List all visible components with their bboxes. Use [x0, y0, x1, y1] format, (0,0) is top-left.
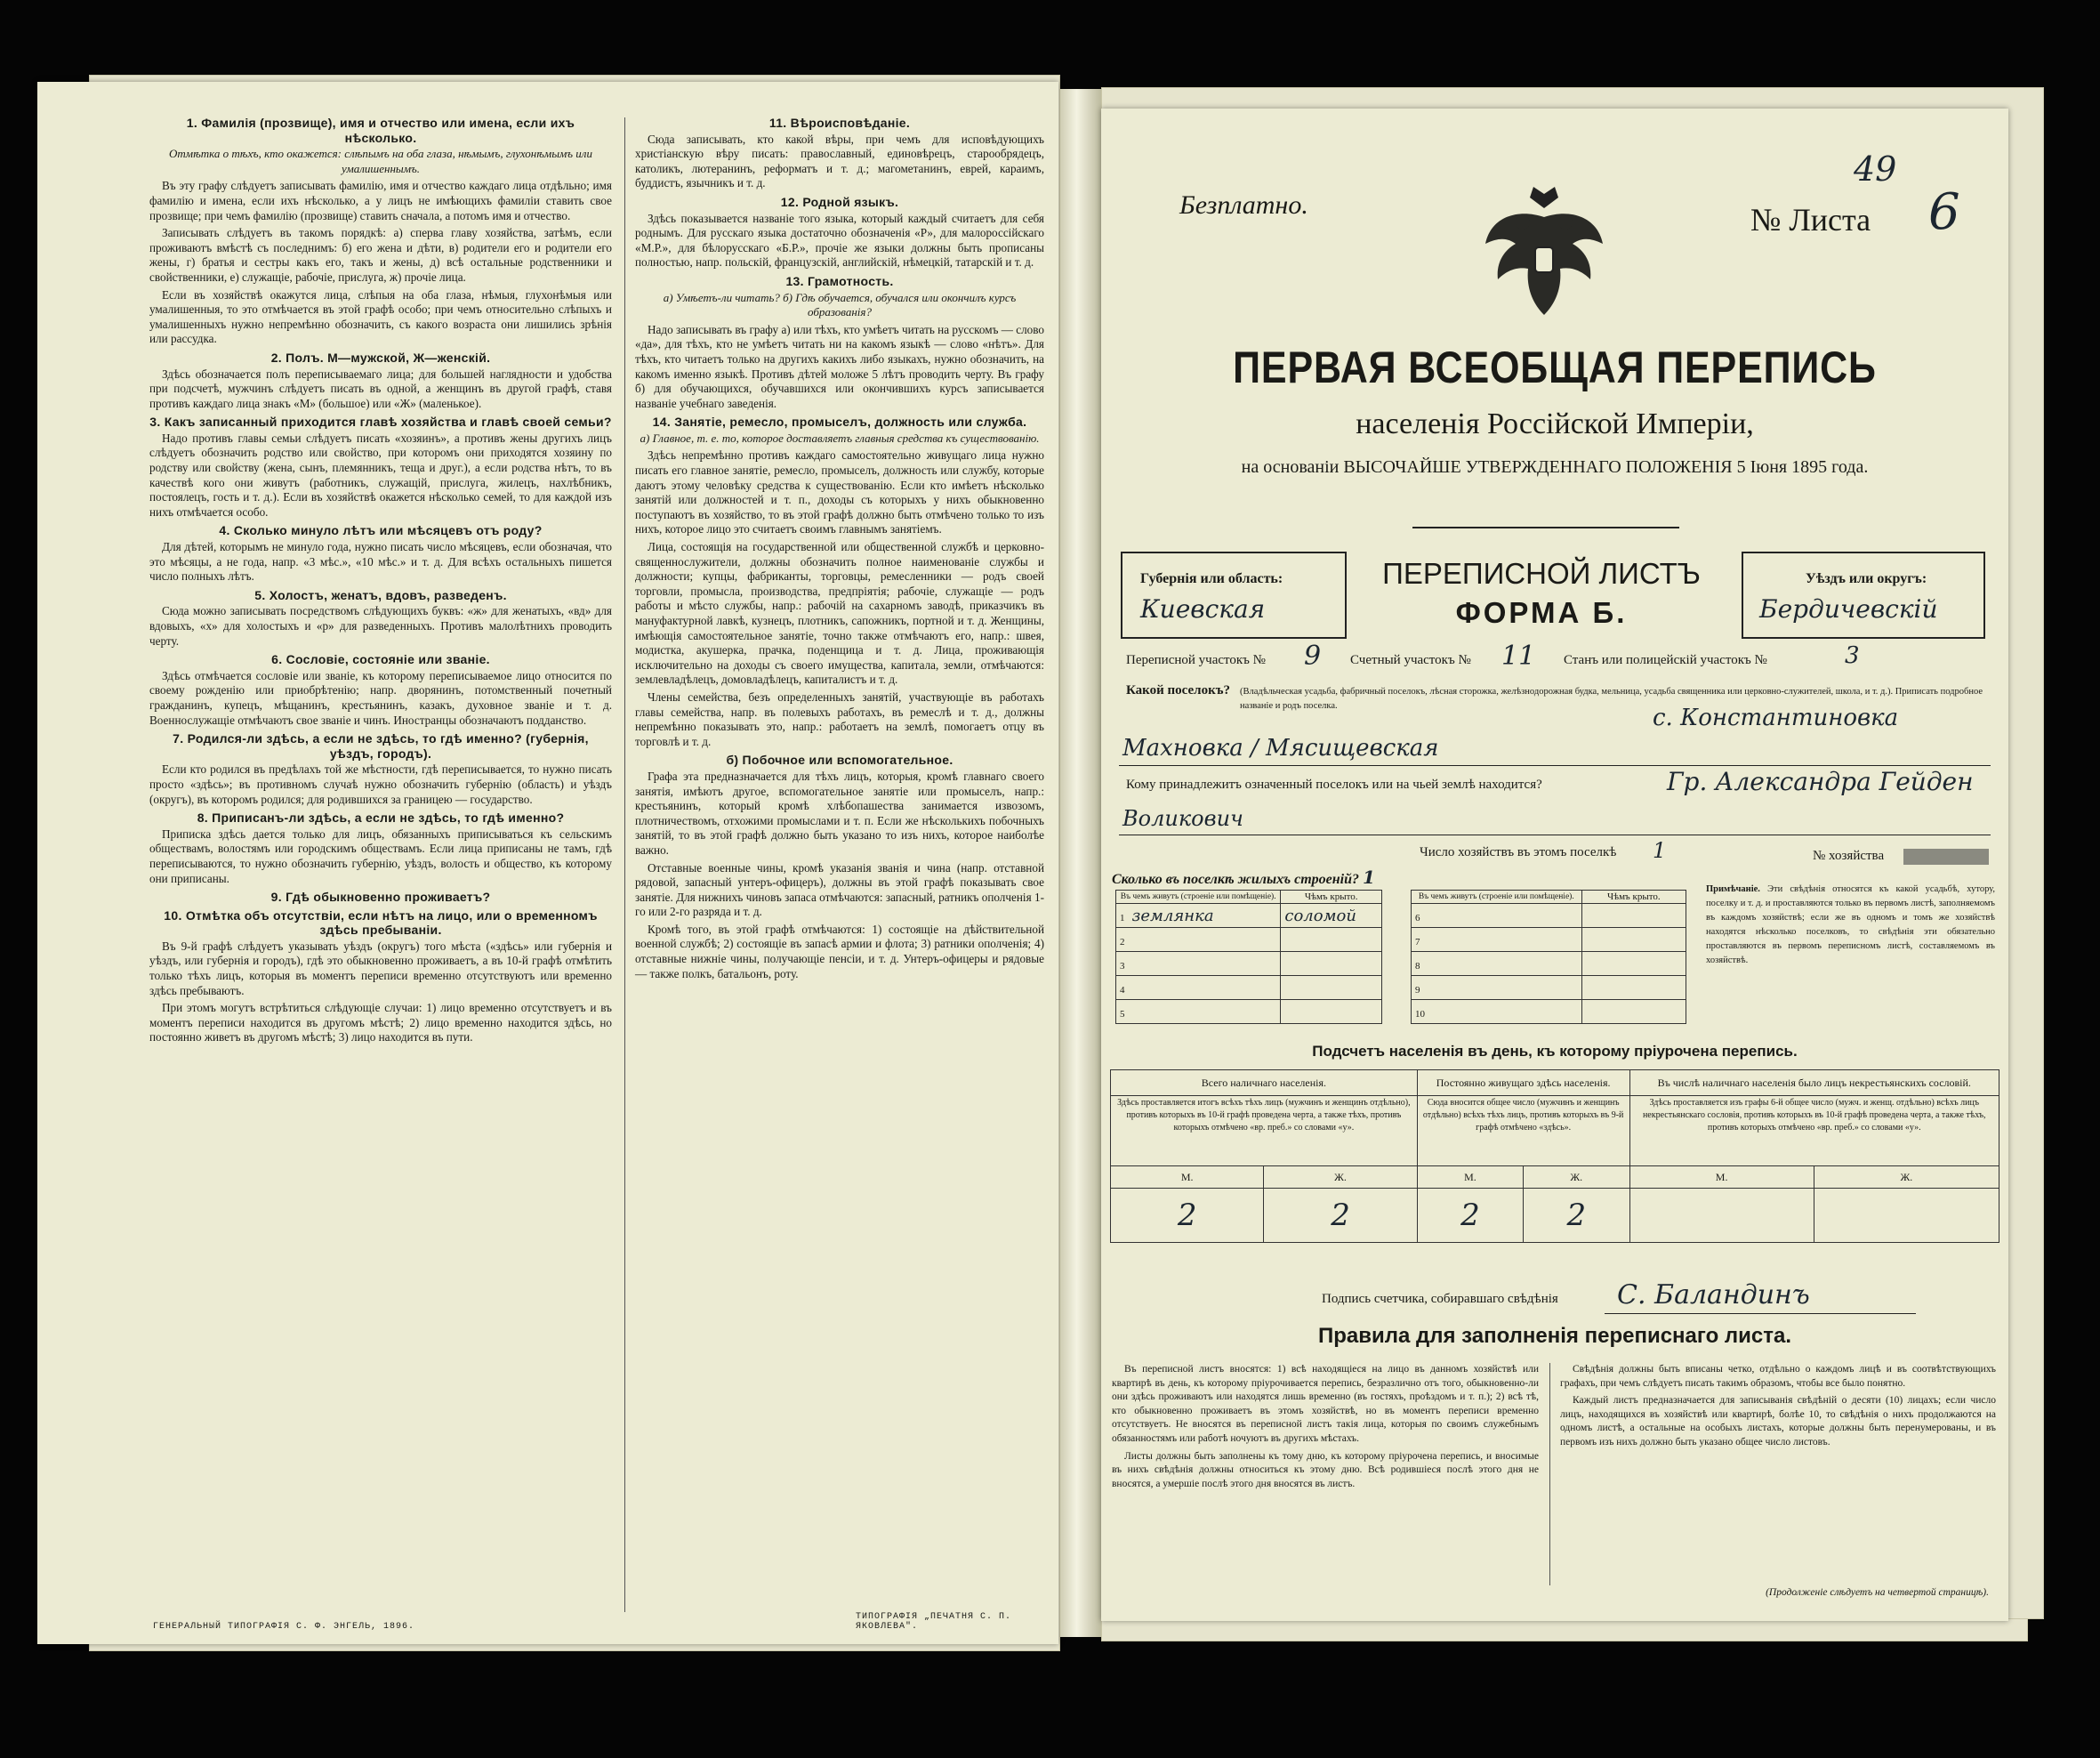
count-column-head: Всего наличнаго населенія.	[1111, 1070, 1418, 1096]
instruction-heading: 13. Грамотность.	[785, 273, 894, 288]
dwelling-cell-roof	[1281, 904, 1382, 928]
dwelling-row-number: 5	[1120, 1008, 1125, 1020]
dwelling-header-roof: Чѣмъ крыто.	[1581, 891, 1686, 904]
province-label: Губернія или область:	[1140, 571, 1283, 586]
dwelling-cell-what	[1412, 952, 1582, 976]
dwelling-cell-roof	[1281, 1000, 1382, 1024]
instruction-heading: 9. Гдѣ обыкновенно проживаетъ?	[270, 890, 491, 905]
dwelling-cell-what	[1116, 952, 1281, 976]
dwelling-table-6-10	[1411, 890, 1686, 1024]
dwelling-row-number: 9	[1415, 984, 1420, 996]
instruction-heading: 3. Какъ записанный приходится главѣ хозяйства и главѣ своей семьи?	[149, 415, 612, 430]
rules-paragraph-1: Въ переписной листъ вносятся: 1) всѣ находящіеся на лицо въ данномъ хозяйствѣ или квартирѣ въ день, къ которому пріурочивается перепись, безразлично отъ того, обыкновенно-ли они здѣсь проживаютъ или находятся лишь временно (въ гостяхъ, проѣздомъ и т. п.); 2) всѣ тѣ, кто обыкновенно проживаетъ въ этомъ хозяйствѣ, но въ моментъ переписи временно отсутствуетъ. Не вносятся въ переписной листъ такія лица, которыя по своимъ служебнымъ обязанностямъ или работѣ ночуютъ въ другихъ мѣстахъ.	[1112, 1364, 1539, 1444]
rules-divider	[1549, 1363, 1550, 1585]
form-title-2: ФОРМА Б.	[1455, 596, 1628, 629]
province-value: Киевская	[1140, 594, 1266, 624]
instructions-column-1	[149, 112, 612, 1048]
count-value-cell	[1264, 1189, 1417, 1243]
count-value-cell	[1629, 1189, 1814, 1243]
dwelling-row-number: 2	[1120, 936, 1125, 948]
rules-column-2	[1560, 1363, 1996, 1450]
count-value-cell	[1417, 1189, 1523, 1243]
signature-rule	[1605, 1313, 1916, 1314]
instruction-heading: 4. Сколько минуло лѣтъ или мѣсяцевъ отъ роду?	[219, 523, 543, 538]
dwelling-row	[1412, 976, 1686, 1000]
census-section-value: 9	[1304, 641, 1322, 672]
dwelling-cell-what	[1412, 904, 1582, 928]
dwelling-cell-roof	[1581, 952, 1686, 976]
count-value-cell	[1111, 1189, 1264, 1243]
count-column-description: Здѣсь проставляется итогъ всѣхъ тѣхъ лицъ (мужчинъ и женщинъ отдѣльно), противъ которыхъ въ 10-й графѣ проведена черта, а также тѣхъ, противъ которыхъ отмѣчено «вр. преб.» со словами «у».	[1111, 1096, 1418, 1166]
rules-paragraph-2: Листы должны быть заполнены къ тому дню, къ которому пріурочена перепись, и вносимые въ нихъ свѣдѣнія должны относиться къ этому дню. Всѣ родившіеся послѣ этого дня не вносятся, а умершіе послѣ этого дня вносятся въ листъ.	[1112, 1450, 1539, 1489]
instruction-paragraph: Приписка здѣсь дается только для лицъ, обязанныхъ приписываться къ сельскимъ обществамъ, волостямъ или городскимъ обществамъ. Если лица приписаны не тамъ, гдѣ переписываются, то нужно обозначить губернію, уѣздъ, волость и общество, къ которому они приписаны.	[149, 827, 612, 885]
settlement-hint: (Владѣльческая усадьба, фабричный поселокъ, лѣсная сторожка, желѣзнодорожная будка, мельница, усадьба священника или церковно-служителей, школа, и т. д.). Приписать подробное названіе и родъ поселка.	[1240, 687, 1983, 711]
count-head-row	[1111, 1070, 1999, 1096]
dwelling-row	[1412, 952, 1686, 976]
stan-label: Станъ или полицейскій участокъ №	[1564, 653, 1767, 667]
instruction-paragraph: Кромѣ того, въ этой графѣ отмѣчаются: 1) состоящіе на дѣйствительной военной службѣ; 2) состоящіе въ запасѣ армии и флота; 3) ратники ополченія; 4) отставные нижніе чины, получающіе пенсіи, и т. д. Унтеръ-офицеры и рядовые — также полкъ, батальонъ, роту.	[635, 922, 1044, 980]
household-number-box	[1903, 849, 1989, 865]
household-number-label: № хозяйства	[1813, 849, 1885, 863]
instruction-paragraph: Надо записывать въ графу а) или тѣхъ, кто умѣетъ читать на русскомъ — слово «да», для тѣхъ, кто не умѣетъ читать ни на какомъ языкѣ — слово «нѣтъ». Для тѣхъ, кто читаетъ только на другихъ какихъ либо языкахъ, нужно обозначить, на какомъ именно языкѣ. Противъ дѣтей моложе 5 лѣтъ проводить черту. Въ графу б) для обучающихся, обучавшихся или окончившихъ курсъ записывается названіе учебнаго заведенія.	[635, 322, 1044, 410]
dwelling-cell-roof	[1581, 976, 1686, 1000]
instruction-paragraph: Въ 9-й графѣ слѣдуетъ указывать уѣздъ (округъ) того мѣста («здѣсь» или губернія и уѣздъ, или губернія и городъ), гдѣ это обыкновенно проживаетъ, а въ 10-й графѣ отмѣтить только тѣхъ лицъ, которыя въ моментъ переписи временно отсутствуютъ или временно здѣсь пребываютъ.	[149, 939, 612, 997]
instruction-paragraph: Въ эту графу слѣдуетъ записывать фамилію, имя и отчество каждаго лица отдѣльно; имя фамилію и имена, если ихъ нѣсколько, а у лицъ не имѣющихъ фамиліи ставить свое прозвище; при чемъ фамилію (прозвище) ставить сначала, а потомъ имя и отчество.	[149, 179, 612, 222]
dwelling-row	[1116, 904, 1382, 928]
instruction-heading: 2. Полъ. М—мужской, Ж—женскій.	[270, 350, 491, 365]
signature-value: С. Баландинъ	[1617, 1279, 1810, 1310]
rules-paragraph-4: Каждый листъ предназначается для записыванія свѣдѣній о десяти (10) лицахъ; если число лицъ, находящихся въ хозяйствѣ или квартирѣ, болѣе 10, то свѣдѣнія о нихъ продолжаются на одномъ листѣ, а остальные на особыхъ листахъ, которые должны быть перенумерованы, и въ первомъ изъ нихъ должно быть указано общее число листовъ.	[1560, 1395, 1996, 1448]
count-section-label: Счетный участокъ №	[1350, 653, 1471, 667]
settlement-rule	[1119, 765, 1991, 766]
count-column-description: Здѣсь проставляется изъ графы 6-й общее число (мужч. и женщ. отдѣльно) всѣхъ лицъ некрестьянскаго сословія, противъ которыхъ въ 10-й графѣ проведена черта, а также тѣхъ, противъ которыхъ отмѣчено «вр. преб.» со словами «у».	[1629, 1096, 1999, 1166]
rules-column-1	[1112, 1363, 1539, 1491]
dwelling-cell-roof	[1281, 928, 1382, 952]
dwelling-roof-value: соломой	[1284, 906, 1356, 925]
dwelling-row	[1116, 1000, 1382, 1024]
dwelling-row	[1412, 1000, 1686, 1024]
dwelling-cell-roof	[1281, 976, 1382, 1000]
instruction-paragraph: Для дѣтей, которымъ не минуло года, нужно писать число мѣсяцевъ, если обозначая, что это мѣсяцы, а не года, напр. «3 мѣс.», «10 мѣс.» и т. д. Для всѣхъ остальныхъ пишется число полныхъ лѣтъ.	[149, 540, 612, 584]
instruction-paragraph: Записывать слѣдуетъ въ такомъ порядкѣ: а) сперва главу хозяйства, затѣмъ, если проживаютъ вмѣстѣ съ последнимъ: б) его жена и дѣти, в) родители его и родители его жены, г) братья и сестры какъ его, такъ и жены, д) всѣ остальные родственники и свойственники, е) служащіе, рабочіе, прислуга, ж) прочіе лица.	[149, 226, 612, 284]
count-male-header: М.	[1629, 1166, 1814, 1189]
stan-value: 3	[1845, 642, 1860, 669]
dwelling-cell-roof	[1281, 952, 1382, 976]
instruction-heading: 11. Вѣроисповѣданіе.	[768, 116, 911, 130]
count-male-header: М.	[1111, 1166, 1264, 1189]
instruction-paragraph: Здѣсь показывается названіе того языка, который каждый считаетъ для себя роднымъ. Для русскаго языка достаточно обозначенія «Р», для малороссійскаго «М.Р.», для бѣлорусскаго «Б.Р.», прочіе же языки должны быть прописаны полностью, напр. польскій, французскій, английскій, нѣмецкій, татарскій и т. д.	[635, 211, 1044, 270]
instruction-paragraph: Сюда записывать, кто какой вѣры, при чемъ для исповѣдующихъ христіанскую вѣру писать: православный, единовѣрецъ, старообрядецъ, католикъ, лютеранинъ, реформатъ и т. д.; магометанинъ, еврей, караимъ, буддистъ, язычникъ и т. д.	[635, 132, 1044, 190]
count-female-header: Ж.	[1264, 1166, 1417, 1189]
imperial-eagle-emblem	[1482, 181, 1606, 324]
instruction-paragraph: Члены семейства, безъ определенныхъ занятій, участвующіе въ работахъ главы семейства, напр. въ полевыхъ работахъ, въ ремеслѣ и т. д., должны непремѣнно показывать это, напр.: работаетъ на землѣ, помогаетъ отцу въ торговлѣ и т. д.	[635, 689, 1044, 748]
dwelling-row-number: 3	[1120, 960, 1125, 972]
count-value-cell	[1524, 1189, 1629, 1243]
dwelling-row-number: 4	[1120, 984, 1125, 996]
instruction-paragraph: Лица, состоящія на государственной или общественной службѣ и церковно-священнослужители, должны обозначить полное наименованіе службы и должности; купцы, фабриканты, торговцы, ремесленники — родъ своей торговли, промысла, производства, предпріятія; рабочіе, служащіе — родъ работы и мѣсто службы, напр.: рабочій на сахарномъ заводѣ, приказчикъ въ мануфактурной лавкѣ, кузнецъ, плотникъ, сапожникъ, портной и т. д. Женщины, имѣющія самостоятельное занятіе, точно также отмѣчаютъ его, напр.: швея, модистка, акушерка, прачка, поденщица и т. д. Лица, проживающія исключительно на доходы съ своего имущества, капитала, земли, отмѣчаются: землевладѣлецъ, домовладѣлецъ, капиталистъ и т. д.	[635, 540, 1044, 687]
dwelling-header-what: Въ чемъ живутъ (строеніе или помѣщеніе).	[1116, 891, 1281, 904]
instruction-subheading: Отмѣтка о тѣхъ, кто окажется: слѣпымъ на оба глаза, нѣмымъ, глухонѣмымъ или умалишеннымъ.	[169, 147, 592, 175]
owner-label: Кому принадлежитъ означенный поселокъ или на чьей землѣ находится?	[1126, 778, 1542, 792]
book-spine	[1060, 89, 1101, 1637]
instructions-column-2	[635, 112, 1044, 984]
dwelling-cell-what	[1412, 928, 1582, 952]
dwelling-cell-roof	[1581, 904, 1686, 928]
uezd-label: Уѣздъ или округъ:	[1806, 571, 1927, 586]
dwelling-cell-what	[1116, 1000, 1281, 1024]
count-value: 2	[1177, 1198, 1197, 1233]
dwelling-table-1-5	[1115, 890, 1382, 1024]
dwelling-cell-what	[1116, 904, 1281, 928]
census-subtitle: населенія Россійской Имперіи,	[1356, 407, 1754, 440]
uezd-value: Бердичевскій	[1759, 594, 1938, 624]
households-value: 1	[1653, 838, 1667, 863]
right-page-census-form	[1101, 109, 2008, 1621]
count-male-header: М.	[1417, 1166, 1523, 1189]
dwelling-header-what: Въ чемъ живутъ (строеніе или помѣщеніе).	[1412, 891, 1582, 904]
instruction-subheading: а) Главное, т. е. то, которое доставляетъ главныя средства къ существованію.	[640, 431, 1040, 445]
count-desc-row	[1111, 1096, 1999, 1166]
dwelling-note-label: Примѣчаніе.	[1706, 884, 1760, 894]
census-section-label: Переписной участокъ №	[1126, 653, 1266, 667]
instruction-heading: 5. Холостъ, женатъ, вдовъ, разведенъ.	[254, 587, 507, 602]
dwelling-note-text: Эти свѣдѣнія относятся къ какой усадьбѣ, хутору, поселку и т. д. и проставляются только въ первомъ листѣ, заполняемомъ въ каждомъ хозяйствѣ; если же въ одномъ и томъ же хозяйствѣ находятся нѣсколько поселковъ, то свѣдѣнія эти обязательно проставляются въ первомъ переписномъ листѣ, составляемомъ въ хозяйствѣ.	[1706, 884, 1995, 965]
census-title: ПЕРВАЯ ВСЕОБЩАЯ ПЕРЕПИСЬ	[1233, 343, 1877, 392]
instruction-paragraph: Здѣсь отмѣчается сословіе или званіе, къ которому переписываемое лицо относится по своему рожденію или приобрѣтенію; напр. дворянинъ, потомственный почетный гражданинъ, купецъ, мѣщанинъ, крестьянинъ, казакъ, духовное званіе и т. д. Военнослужащіе отмѣчаютъ свое званіе и чинъ. Иностранцы обозначаютъ подданство.	[149, 668, 612, 727]
census-basis: на основаніи ВЫСОЧАЙШЕ УТВЕРЖДЕННАГО ПОЛОЖЕНІЯ 5 Іюня 1895 года.	[1241, 457, 1869, 477]
dwelling-note	[1706, 883, 1995, 968]
settlement-value-1: с. Константиновка	[1653, 705, 1899, 731]
printer-note-left: ГЕНЕРАЛЬНЫЙ ТИПОГРАФІЯ С. Ф. ЭНГЕЛЬ, 1896.	[153, 1622, 415, 1632]
left-page-instructions	[37, 82, 1058, 1644]
dwelling-cell-roof	[1581, 1000, 1686, 1024]
buildings-label	[1112, 867, 1375, 888]
instruction-paragraph: Если кто родился въ предѣлахъ той же мѣстности, гдѣ переписывается, то нужно писать просто «здѣсь»; въ противномъ случаѣ нужно обозначить губернію (область) и уѣздъ (округъ), въ которомъ родился; для родившихся за границею — государство.	[149, 762, 612, 806]
households-label: Число хозяйствъ въ этомъ поселкѣ	[1420, 845, 1617, 859]
dwelling-row	[1116, 976, 1382, 1000]
count-title: Подсчетъ населенія въ день, къ которому пріурочена перепись.	[1312, 1043, 1798, 1060]
instruction-heading: 1. Фамилія (прозвище), имя и отчество или имена, если ихъ нѣсколько.	[186, 116, 575, 145]
instruction-paragraph: Здѣсь обозначается полъ переписываемаго лица; для большей наглядности и удобства при подсчетѣ, мужчинъ слѣдуетъ писать въ одной, а женщинъ въ другой графѣ, ставя противъ каждаго лица знакъ «М» (большое) или «Ж» (маленькое).	[149, 367, 612, 410]
dwelling-what-value: землянка	[1131, 906, 1214, 925]
instruction-paragraph: Отставные военные чины, кромѣ указанія званія и чина (напр. отставной рядовой, запасный унтеръ-офицеръ), должны въ этой графѣ показывать свое занятіе. Для нижнихъ чиновъ запаса отмѣчаются: запасный, ратникъ ополченія 1-го или 2-го разряда и т. д.	[635, 860, 1044, 919]
column-divider	[624, 117, 625, 1612]
count-value: 2	[1566, 1198, 1587, 1233]
count-column-head: Въ числѣ наличнаго населенія было лицъ некрестьянскихъ сословій.	[1629, 1070, 1999, 1096]
instruction-heading: 14. Занятіе, ремесло, промыселъ, должность или служба.	[652, 415, 1027, 430]
dwelling-header-row	[1412, 891, 1686, 904]
instruction-heading: 6. Сословіе, состояніе или званіе.	[271, 652, 490, 667]
dwelling-row-number: 1	[1120, 912, 1125, 923]
instruction-paragraph: Сюда можно записывать посредствомъ слѣдующихъ буквъ: «ж» для женатыхъ, «вд» для вдовыхъ, «х» для холостыхъ и «р» для разведенныхъ. Противъ малолѣтнихъ проводить черту.	[149, 604, 612, 648]
title-rule	[1412, 527, 1679, 528]
population-count-table	[1110, 1069, 1999, 1243]
buildings-value: 1	[1363, 867, 1375, 888]
dwelling-header-row	[1116, 891, 1382, 904]
count-female-header: Ж.	[1524, 1166, 1629, 1189]
instruction-heading: 7. Родился-ли здѣсь, а если не здѣсь, то гдѣ именно? (губернія, уѣздъ, городъ).	[173, 731, 589, 761]
settlement-value-2: Махновка / Мясищевская	[1122, 735, 1439, 762]
instruction-heading: 8. Приписанъ-ли здѣсь, а если не здѣсь, то гдѣ именно?	[197, 810, 565, 826]
dwelling-header-roof: Чѣмъ крыто.	[1281, 891, 1382, 904]
sheet-number-label: № Листа	[1750, 202, 1871, 238]
count-value: 2	[1331, 1198, 1350, 1233]
signature-label: Подпись счетчика, собиравшаго свѣдѣнія	[1322, 1292, 1558, 1306]
count-value-cell	[1814, 1189, 1999, 1243]
count-value: 2	[1460, 1198, 1480, 1233]
buildings-label-text: Сколько въ поселкѣ жилыхъ строеній?	[1112, 872, 1359, 887]
dwelling-cell-what	[1116, 976, 1281, 1000]
instruction-paragraph: Графа эта предназначается для тѣхъ лицъ, которыя, кромѣ главнаго своего занятія, имѣютъ другое, вспомогательное занятіе или промыселъ, напр.: крестьянинъ, который кромѣ хлѣбопашества занимается извозомъ, плотничествомъ, отхожими промыслами и т. п. Если же нѣсколькихъ побочныхъ занятій, то въ этой графѣ должно быть указано то изъ нихъ, которое наиболѣе важно.	[635, 769, 1044, 857]
dwelling-row-number: 8	[1415, 960, 1420, 972]
instruction-paragraph: При этомъ могутъ встрѣтиться слѣдующіе случаи: 1) лицо временно отсутствуетъ и въ моментъ переписи находится въ другомъ мѣстѣ; 2) лицо временно находится здѣсь, но постоянно живетъ въ другомъ мѣстѣ; 3) лицо находится въ пути.	[149, 1001, 612, 1044]
count-values-row	[1111, 1189, 1999, 1243]
dwelling-cell-what	[1116, 928, 1281, 952]
instruction-subheading: а) Умѣетъ-ли читать? б) Гдѣ обучается, обучался или окончилъ курсъ образованія?	[663, 290, 1017, 319]
dwelling-cell-what	[1412, 1000, 1582, 1024]
owner-value-2: Воликович	[1122, 806, 1243, 831]
dwelling-row	[1412, 928, 1686, 952]
dwelling-row	[1116, 952, 1382, 976]
instruction-paragraph: Надо противъ главы семьи слѣдуетъ писать «хозяинъ», а противъ жены другихъ лицъ слѣдуетъ обозначить родство или свойство, при которомъ они приходятся хозяину по родству или свойству (жена, сынъ, племянникъ, теща и друг.), а если родства нѣтъ, то въ качествѣ кого они живутъ (работникъ, служащій, прислуга, жилецъ, нахлѣбникъ, постоялецъ, гость и т. д.). Если въ хозяйствѣ окажется нѣсколько семей, то для каждой изъ нихъ отмѣчается особо.	[149, 431, 612, 519]
dwelling-row-number: 6	[1415, 912, 1420, 923]
form-title-1: ПЕРЕПИСНОЙ ЛИСТЪ	[1382, 557, 1701, 590]
owner-value-1: Гр. Александра Гейден	[1667, 767, 1974, 796]
instruction-paragraph: Здѣсь непремѣнно противъ каждаго самостоятельно живущаго лица нужно писать его главное занятіе, ремесло, промыселъ, должность или службу, которые даютъ этому человѣку средства к существованію. Если кто имѣетъ нѣсколько занятій или должностей и т. п., доходы съ которыхъ у нихъ обыкновенно поступаютъ въ хозяйство, то въ этой графѣ должно быть отмѣчено только то изъ нихъ, которое лицо это считаетъ своимъ главнымъ занятіемъ.	[635, 448, 1044, 536]
dwelling-cell-roof	[1581, 928, 1686, 952]
instruction-heading: 12. Родной языкъ.	[780, 194, 899, 209]
dwelling-row	[1412, 904, 1686, 928]
dwelling-row-number: 10	[1415, 1008, 1425, 1020]
rules-paragraph-3: Свѣдѣнія должны быть вписаны четко, отдѣльно о каждомъ лицѣ и въ соотвѣтствующихъ графахъ, при чемъ слѣдуетъ писать такимъ образомъ, чтобы все было понятно.	[1560, 1364, 1996, 1389]
count-section-value: 11	[1501, 641, 1536, 672]
count-column-head: Постоянно живущаго здѣсь населенія.	[1417, 1070, 1629, 1096]
free-label: Безплатно.	[1179, 190, 1308, 220]
rules-title: Правила для заполненія переписнаго листа.	[1317, 1324, 1792, 1348]
handwritten-page-number: 49	[1854, 149, 1897, 189]
instruction-heading: 10. Отмѣтка объ отсутствіи, если нѣтъ на лицо, или о временномъ здѣсь пребываніи.	[164, 907, 598, 938]
printer-note-right: ТИПОГРАФІЯ „ПЕЧАТНЯ С. П. ЯКОВЛЕВА".	[856, 1612, 1012, 1632]
continued-note: (Продолженіе слѣдуетъ на четвертой страницѣ).	[1766, 1587, 1989, 1598]
sheet-number-value: 6	[1928, 183, 1960, 241]
count-sex-row	[1111, 1166, 1999, 1189]
dwelling-row	[1116, 928, 1382, 952]
dwelling-cell-what	[1412, 976, 1582, 1000]
instruction-heading: б) Побочное или вспомогательное.	[726, 753, 953, 768]
dwelling-row-number: 7	[1415, 936, 1420, 948]
count-column-description: Сюда вносится общее число (мужчинъ и женщинъ отдѣльно) всѣхъ тѣхъ лицъ, противъ которыхъ въ 9-й графѣ отмѣчено «здѣсь».	[1417, 1096, 1629, 1166]
count-female-header: Ж.	[1814, 1166, 1999, 1189]
instruction-paragraph: Если въ хозяйствѣ окажутся лица, слѣпыя на оба глаза, нѣмыя, глухонѣмыя или умалишенныя, то это отмѣчается въ этой графѣ особо; при чемъ относительно слѣпыхъ и умалишенныхъ нужно непремѣнно обозначить, съ какого возраста они лишились зрѣнія или рассудка.	[149, 287, 612, 346]
settlement-label: Какой поселокъ?	[1126, 683, 1230, 698]
